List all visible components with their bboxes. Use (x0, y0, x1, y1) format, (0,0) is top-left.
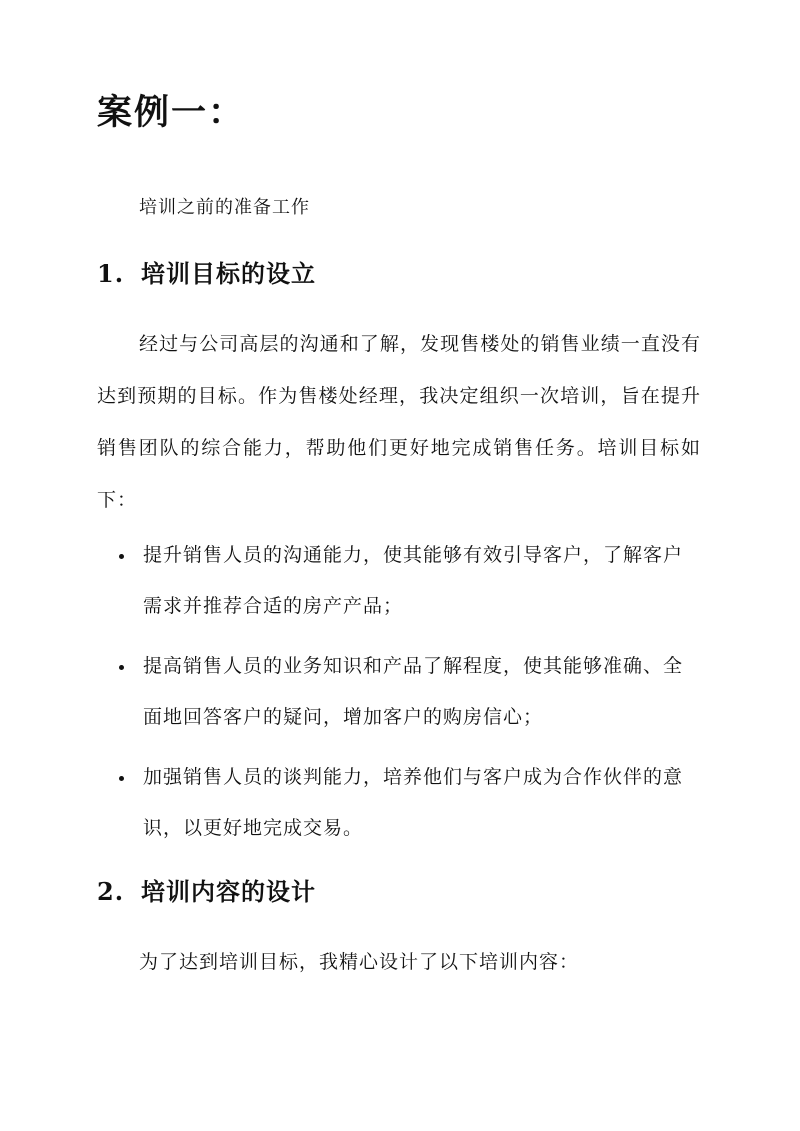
section-number: 1. (97, 259, 125, 288)
content-paragraph: 为了达到培训目标，我精心设计了以下培训内容： (139, 951, 580, 973)
goals-bullet-list (97, 530, 701, 863)
bullet-dot-icon (119, 665, 124, 670)
section-number: 2. (97, 877, 125, 906)
list-item-text: 提升销售人员的沟通能力，使其能够有效引导客户，了解客户需求并推荐合适的房产产品； (143, 544, 684, 617)
section-title: 培训目标的设立 (141, 259, 316, 288)
bullet-dot-icon (119, 554, 124, 559)
goals-paragraph: 经过与公司高层的沟通和了解，发现售楼处的销售业绩一直没有达到预期的目标。作为售楼处经理，我决定组织一次培训，旨在提升销售团队的综合能力，帮助他们更好地完成销售任务。培训目标如下： (97, 333, 701, 511)
list-item-text: 加强销售人员的谈判能力，培养他们与客户成为合作伙伴的意识，以更好地完成交易。 (143, 766, 684, 839)
list-item-text: 提高销售人员的业务知识和产品了解程度，使其能够准确、全面地回答客户的疑问，增加客户的购房信心； (143, 655, 684, 728)
list-item (97, 752, 693, 854)
list-item (97, 530, 693, 632)
bullet-dot-icon (119, 776, 124, 781)
case-title: 案例一： (97, 92, 246, 133)
list-item (97, 641, 693, 743)
section-heading-goals (97, 254, 316, 289)
section-title: 培训内容的设计 (141, 877, 316, 906)
intro-line: 培训之前的准备工作 (139, 197, 310, 218)
section-heading-content (97, 872, 316, 907)
